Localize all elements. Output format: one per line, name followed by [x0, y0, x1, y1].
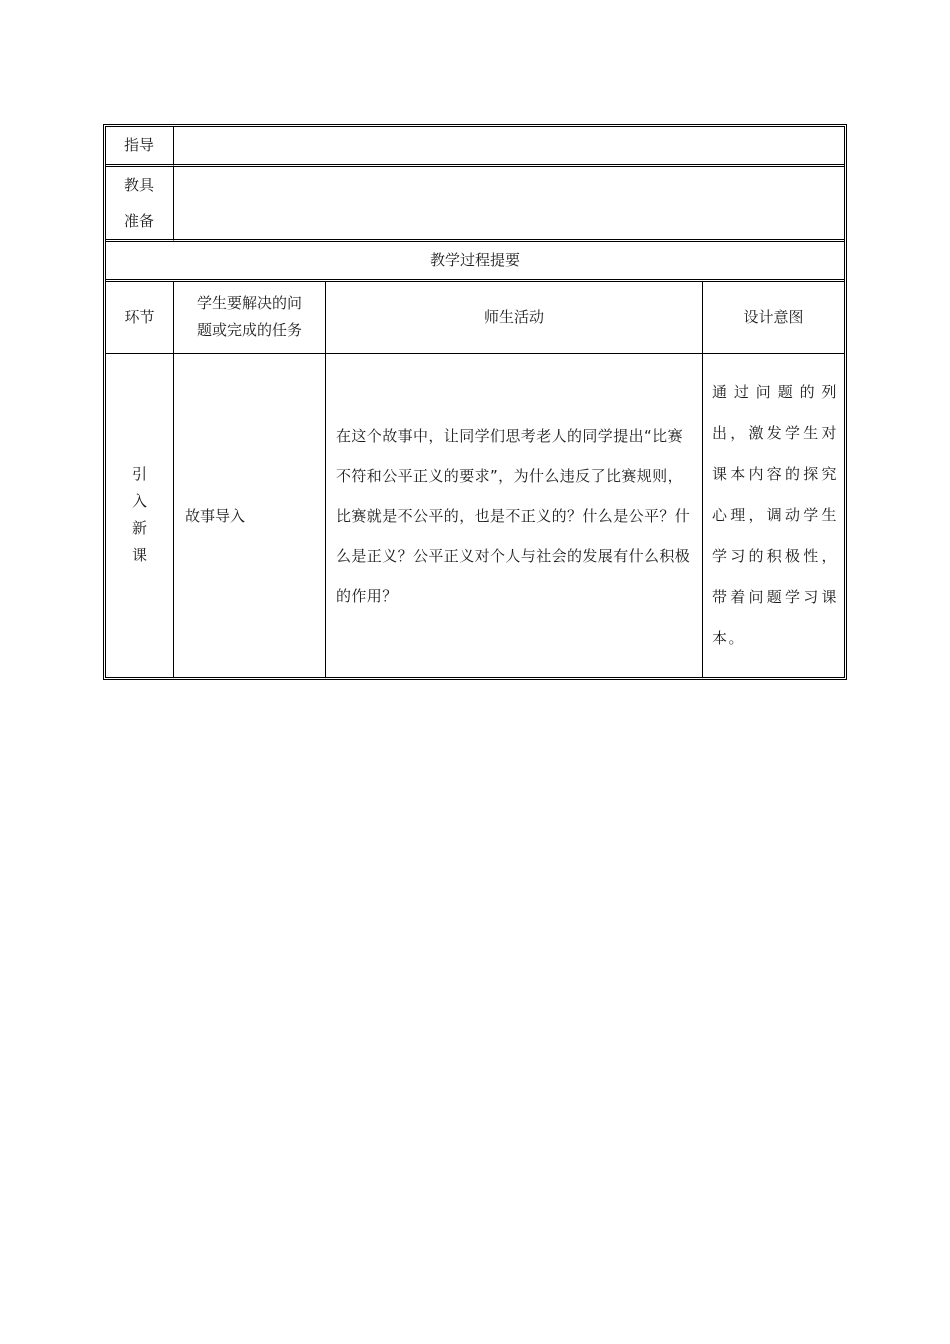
activity-cell: 在这个故事中，让同学们思考老人的同学提出“比赛不符和公平正义的要求”，为什么违反了比赛规则，比赛就是不公平的，也是不正义的？什么是公平？什么是正义？公平正义对个人与社会的发展有什么积极的作用？	[326, 354, 703, 677]
lesson-plan-table	[103, 124, 847, 680]
lesson-plan-table-wrapper	[103, 124, 847, 680]
header-task	[174, 282, 326, 354]
stage-char: 课	[131, 546, 147, 565]
summary-title: 教学过程提要	[106, 242, 844, 281]
teaching-tools-label	[106, 167, 174, 242]
header-activity: 师生活动	[326, 282, 703, 354]
header-stage: 环节	[106, 282, 174, 354]
teaching-tools-value	[174, 167, 844, 242]
header-intent: 设计意图	[703, 282, 844, 354]
stage-char: 入	[131, 492, 147, 511]
guide-label: 指导	[106, 127, 174, 167]
header-task-line1: 学生要解决的问	[196, 294, 302, 313]
header-row	[106, 282, 844, 354]
teaching-tools-row	[106, 167, 844, 242]
guide-row	[106, 127, 844, 167]
header-task-line2: 题或完成的任务	[196, 321, 302, 340]
stage-cell	[106, 354, 174, 677]
task-cell: 故事导入	[174, 354, 326, 677]
teaching-tools-label-line1: 教具	[124, 176, 155, 195]
intent-cell: 通过问题的列出，激发学生对课本内容的探究心理，调动学生学习的积极性，带着问题学习课本。	[712, 383, 838, 648]
teaching-tools-label-line2: 准备	[124, 212, 155, 231]
stage-char: 引	[131, 465, 147, 484]
table-row	[106, 354, 844, 677]
guide-value	[174, 127, 844, 167]
summary-row	[106, 242, 844, 281]
stage-char: 新	[131, 519, 147, 538]
